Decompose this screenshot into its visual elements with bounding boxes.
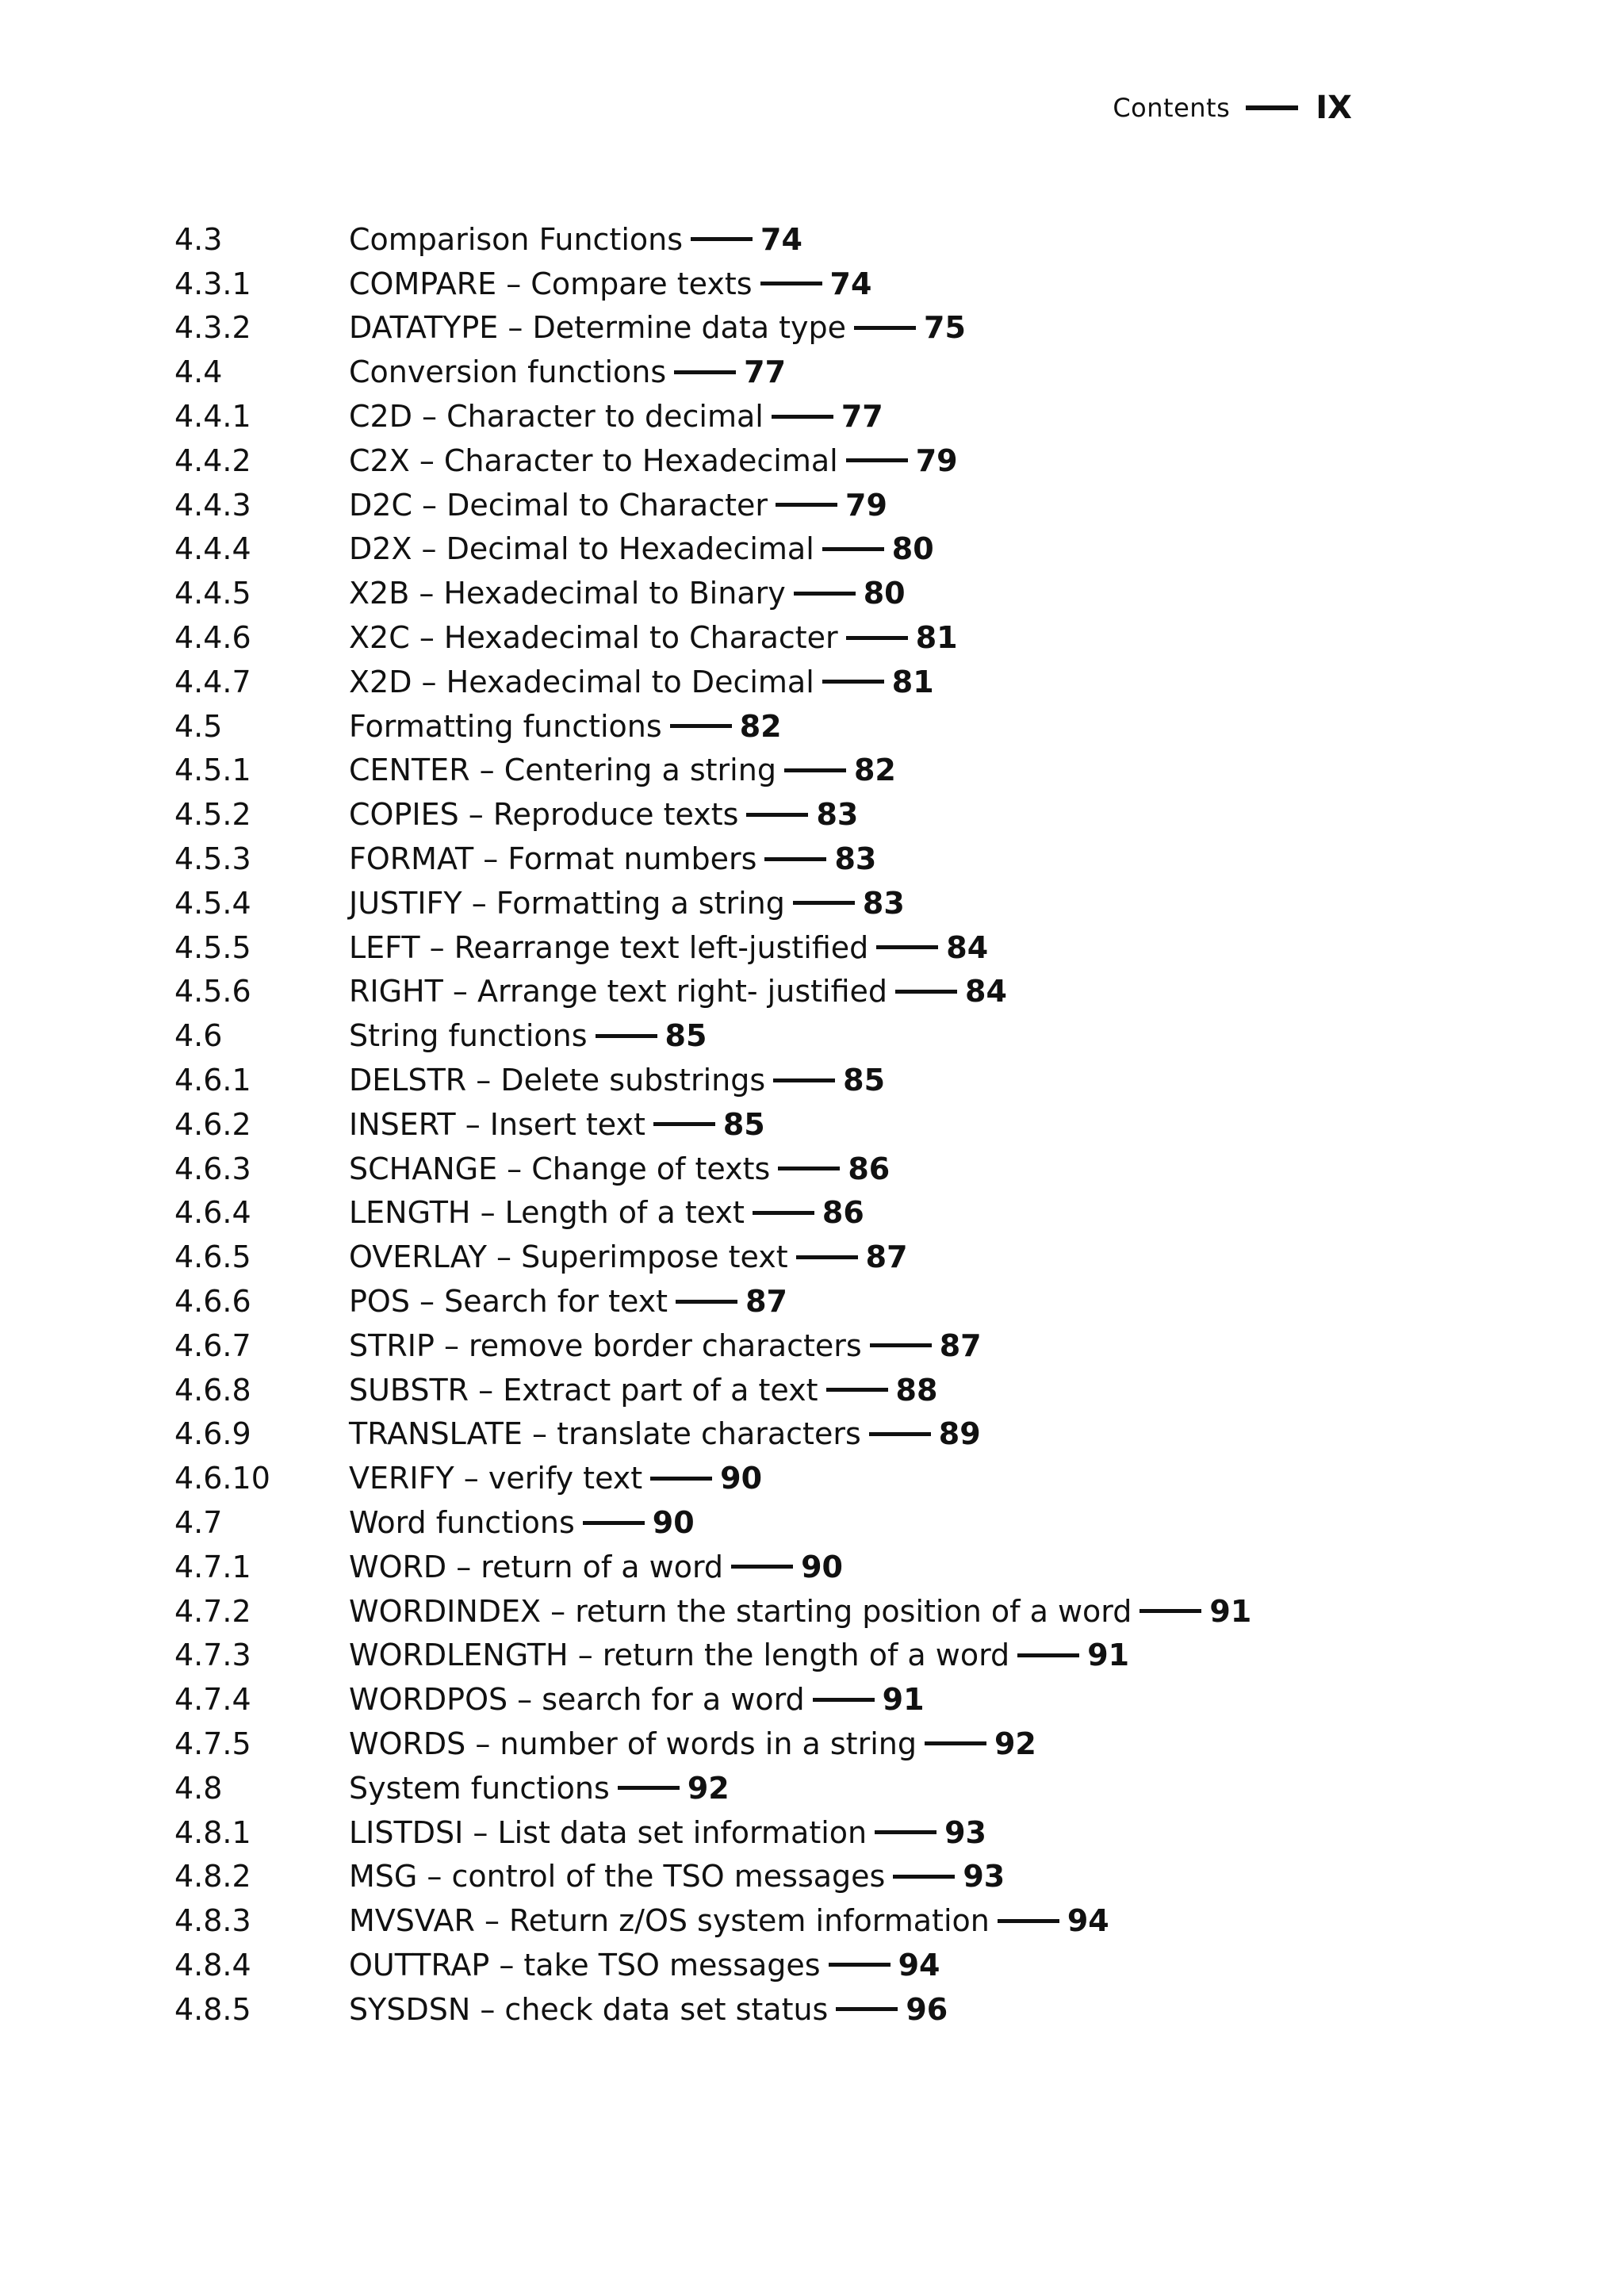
toc-entry-number: 4.8.3 xyxy=(174,1903,251,1939)
page-number: IX xyxy=(1316,90,1352,126)
toc-entry-page: 94 xyxy=(898,1947,940,1983)
toc-entry[interactable] xyxy=(174,837,1529,881)
toc-entry[interactable] xyxy=(174,1766,1529,1810)
toc-leader-rule xyxy=(813,1698,875,1702)
toc-entry-page: 91 xyxy=(1209,1593,1252,1629)
toc-entry-number: 4.4.2 xyxy=(174,442,251,478)
toc-entry-page: 93 xyxy=(944,1814,986,1850)
toc-entry-title: Conversion functions xyxy=(349,354,667,390)
toc-entry[interactable] xyxy=(174,1589,1529,1634)
toc-entry-title: STRIP – remove border characters xyxy=(349,1327,862,1363)
toc-entry-number: 4.6.5 xyxy=(174,1239,251,1275)
toc-entry-number: 4.8.1 xyxy=(174,1814,251,1850)
toc-entry-page: 87 xyxy=(939,1327,982,1363)
toc-entry-number: 4.6.2 xyxy=(174,1106,251,1142)
toc-entry-number: 4.7.2 xyxy=(174,1593,251,1629)
toc-entry-title: String functions xyxy=(349,1018,588,1054)
toc-leader-rule xyxy=(653,1122,715,1126)
toc-entry-number: 4.7.1 xyxy=(174,1549,251,1584)
toc-entry-title: COMPARE – Compare texts xyxy=(349,266,753,301)
toc-entry-page: 85 xyxy=(665,1018,707,1054)
toc-entry[interactable] xyxy=(174,1456,1529,1500)
toc-entry-title: C2X – Character to Hexadecimal xyxy=(349,442,838,478)
toc-entry-title: D2C – Decimal to Character xyxy=(349,487,768,523)
toc-entry-number: 4.5.5 xyxy=(174,929,251,965)
toc-entry-number: 4.7.4 xyxy=(174,1682,251,1718)
toc-entry-page: 83 xyxy=(834,841,877,877)
toc-entry[interactable] xyxy=(174,1722,1529,1766)
toc-leader-rule xyxy=(650,1477,712,1481)
toc-entry[interactable] xyxy=(174,1943,1529,1987)
toc-leader-rule xyxy=(893,1875,955,1879)
toc-entry-page: 82 xyxy=(739,708,782,744)
toc-entry-title: DATATYPE – Determine data type xyxy=(349,310,846,346)
toc-entry-number: 4.7.5 xyxy=(174,1726,251,1761)
toc-entry[interactable] xyxy=(174,1677,1529,1722)
toc-entry-number: 4.4.6 xyxy=(174,620,251,656)
toc-leader-rule xyxy=(829,1963,891,1967)
toc-entry-title: VERIFY – verify text xyxy=(349,1461,643,1496)
toc-entry-number: 4.5.4 xyxy=(174,885,251,921)
toc-entry-title: LISTDSI – List data set information xyxy=(349,1814,868,1850)
toc-leader-rule xyxy=(753,1211,814,1215)
toc-entry-title: X2B – Hexadecimal to Binary xyxy=(349,576,786,611)
toc-leader-rule xyxy=(822,680,884,684)
toc-entry-title: WORDS – number of words in a string xyxy=(349,1726,917,1761)
toc-entry[interactable] xyxy=(174,1324,1529,1368)
toc-entry-number: 4.4.7 xyxy=(174,664,251,699)
toc-entry[interactable] xyxy=(174,1235,1529,1279)
toc-leader-rule xyxy=(846,458,908,462)
toc-entry-page: 80 xyxy=(891,531,934,567)
toc-entry-page: 94 xyxy=(1067,1903,1109,1939)
toc-leader-rule xyxy=(869,1432,931,1436)
running-head-rule xyxy=(1246,105,1298,110)
toc-entry[interactable] xyxy=(174,1545,1529,1589)
toc-entry-title: WORDLENGTH – return the length of a word xyxy=(349,1638,1010,1673)
toc-leader-rule xyxy=(764,857,826,861)
toc-entry-title: INSERT – Insert text xyxy=(349,1106,645,1142)
toc-leader-rule xyxy=(778,1167,840,1170)
toc-entry-title: OVERLAY – Superimpose text xyxy=(349,1239,788,1275)
toc-entry[interactable] xyxy=(174,1810,1529,1855)
toc-leader-rule xyxy=(670,724,732,728)
toc-entry-title: MVSVAR – Return z/OS system information xyxy=(349,1903,990,1939)
toc-entry-page: 74 xyxy=(760,221,802,257)
toc-leader-rule xyxy=(784,768,846,772)
toc-leader-rule xyxy=(746,813,808,817)
toc-entry-page: 82 xyxy=(853,753,896,788)
toc-entry-page: 83 xyxy=(862,885,905,921)
toc-entry-number: 4.6.9 xyxy=(174,1416,251,1452)
toc-entry-number: 4.5.2 xyxy=(174,797,251,833)
toc-entry-page: 90 xyxy=(652,1505,695,1540)
toc-leader-rule xyxy=(760,282,822,285)
toc-entry-page: 77 xyxy=(841,399,883,435)
toc-entry-title: X2D – Hexadecimal to Decimal xyxy=(349,664,814,699)
toc-entry-page: 85 xyxy=(722,1106,765,1142)
toc-entry[interactable] xyxy=(174,1634,1529,1678)
toc-leader-rule xyxy=(1139,1609,1201,1613)
toc-leader-rule xyxy=(826,1388,888,1392)
toc-leader-rule xyxy=(870,1343,932,1347)
toc-entry[interactable] xyxy=(174,1898,1529,1943)
toc-entry-page: 90 xyxy=(720,1461,763,1496)
toc-entry-page: 91 xyxy=(882,1682,925,1718)
toc-entry[interactable] xyxy=(174,1854,1529,1898)
toc-leader-rule xyxy=(618,1786,680,1790)
toc-entry-number: 4.6.3 xyxy=(174,1151,251,1186)
running-head xyxy=(1113,89,1352,127)
toc-leader-rule xyxy=(583,1521,645,1525)
toc-entry[interactable] xyxy=(174,1987,1529,2032)
toc-entry[interactable] xyxy=(174,1058,1529,1102)
toc-entry-number: 4.5 xyxy=(174,708,223,744)
toc-entry-page: 75 xyxy=(924,310,966,346)
toc-entry-page: 86 xyxy=(822,1195,864,1231)
toc-entry[interactable] xyxy=(174,1013,1529,1058)
toc-entry-title: DELSTR – Delete substrings xyxy=(349,1063,766,1098)
toc-entry-number: 4.8.2 xyxy=(174,1859,251,1894)
toc-entry[interactable] xyxy=(174,1412,1529,1457)
toc-entry-number: 4.4.5 xyxy=(174,576,251,611)
toc-leader-rule xyxy=(846,636,908,640)
toc-entry[interactable] xyxy=(174,881,1529,925)
toc-entry-page: 77 xyxy=(744,354,787,390)
toc-entry-page: 91 xyxy=(1087,1638,1130,1673)
toc-entry[interactable] xyxy=(174,1147,1529,1191)
toc-entry[interactable] xyxy=(174,1279,1529,1324)
toc-entry-page: 83 xyxy=(816,797,859,833)
table-of-contents xyxy=(174,217,1529,2032)
toc-leader-rule xyxy=(596,1034,657,1038)
toc-entry[interactable] xyxy=(174,1500,1529,1545)
toc-entry-page: 86 xyxy=(848,1151,891,1186)
toc-leader-rule xyxy=(772,415,833,419)
toc-entry[interactable] xyxy=(174,970,1529,1014)
toc-entry-page: 93 xyxy=(963,1859,1005,1894)
toc-entry[interactable] xyxy=(174,262,1529,306)
toc-leader-rule xyxy=(998,1919,1059,1923)
toc-leader-rule xyxy=(854,326,916,330)
toc-entry-page: 79 xyxy=(845,487,887,523)
toc-entry-page: 84 xyxy=(965,974,1007,1009)
toc-entry-page: 88 xyxy=(895,1372,938,1408)
toc-entry-number: 4.5.6 xyxy=(174,974,251,1009)
toc-entry-number: 4.6.7 xyxy=(174,1327,251,1363)
toc-leader-rule xyxy=(925,1741,986,1745)
toc-entry-page: 92 xyxy=(687,1770,730,1806)
toc-entry-page: 80 xyxy=(863,576,906,611)
toc-entry-title: JUSTIFY – Formatting a string xyxy=(349,885,785,921)
toc-leader-rule xyxy=(895,990,957,994)
toc-entry-title: FORMAT – Format numbers xyxy=(349,841,757,877)
toc-entry-title: WORDPOS – search for a word xyxy=(349,1682,805,1718)
toc-entry-title: SUBSTR – Extract part of a text xyxy=(349,1372,818,1408)
toc-entry-title: SCHANGE – Change of texts xyxy=(349,1151,771,1186)
toc-entry-title: MSG – control of the TSO messages xyxy=(349,1859,886,1894)
toc-entry-number: 4.7.3 xyxy=(174,1638,251,1673)
toc-leader-rule xyxy=(876,945,938,949)
toc-entry-page: 87 xyxy=(865,1239,908,1275)
toc-entry-number: 4.6.4 xyxy=(174,1195,251,1231)
toc-entry-title: D2X – Decimal to Hexadecimal xyxy=(349,531,814,567)
toc-entry-number: 4.4.3 xyxy=(174,487,251,523)
toc-entry-number: 4.5.3 xyxy=(174,841,251,877)
toc-entry-title: SYSDSN – check data set status xyxy=(349,1991,829,2027)
toc-entry-title: COPIES – Reproduce texts xyxy=(349,797,739,833)
toc-entry[interactable] xyxy=(174,350,1529,394)
toc-entry[interactable] xyxy=(174,439,1529,483)
toc-entry-number: 4.5.1 xyxy=(174,753,251,788)
toc-entry-page: 96 xyxy=(906,1991,948,2027)
toc-leader-rule xyxy=(794,592,856,596)
toc-entry-number: 4.8 xyxy=(174,1770,223,1806)
toc-leader-rule xyxy=(776,503,837,507)
toc-entry-title: Comparison Functions xyxy=(349,221,684,257)
toc-entry-title: LENGTH – Length of a text xyxy=(349,1195,745,1231)
toc-entry[interactable] xyxy=(174,306,1529,351)
toc-entry-page: 90 xyxy=(801,1549,843,1584)
toc-entry-page: 81 xyxy=(915,620,958,656)
toc-entry-number: 4.3.2 xyxy=(174,310,251,346)
toc-leader-rule xyxy=(793,901,855,905)
toc-entry-number: 4.6.6 xyxy=(174,1284,251,1320)
toc-entry-page: 85 xyxy=(843,1063,886,1098)
toc-leader-rule xyxy=(875,1830,936,1834)
toc-leader-rule xyxy=(822,547,884,551)
toc-entry-number: 4.6.1 xyxy=(174,1063,251,1098)
toc-entry-title: Word functions xyxy=(349,1505,575,1540)
toc-entry-number: 4.7 xyxy=(174,1505,223,1540)
toc-entry-title: X2C – Hexadecimal to Character xyxy=(349,620,838,656)
toc-entry[interactable] xyxy=(174,1102,1529,1147)
toc-entry[interactable] xyxy=(174,660,1529,704)
toc-leader-rule xyxy=(796,1255,858,1259)
toc-entry-number: 4.6.8 xyxy=(174,1372,251,1408)
toc-leader-rule xyxy=(773,1078,835,1082)
toc-entry-page: 92 xyxy=(994,1726,1036,1761)
toc-entry-number: 4.8.4 xyxy=(174,1947,251,1983)
toc-entry-number: 4.3.1 xyxy=(174,266,251,301)
toc-entry[interactable] xyxy=(174,749,1529,793)
toc-entry-number: 4.3 xyxy=(174,221,223,257)
toc-entry-title: POS – Search for text xyxy=(349,1284,668,1320)
toc-entry[interactable] xyxy=(174,704,1529,749)
toc-entry[interactable] xyxy=(174,792,1529,837)
toc-entry-number: 4.6.10 xyxy=(174,1461,270,1496)
toc-entry-title: OUTTRAP – take TSO messages xyxy=(349,1947,821,1983)
toc-entry[interactable] xyxy=(174,925,1529,970)
toc-entry-page: 79 xyxy=(915,442,958,478)
toc-entry-page: 87 xyxy=(745,1284,787,1320)
toc-entry[interactable] xyxy=(174,217,1529,262)
toc-entry-number: 4.4.4 xyxy=(174,531,251,567)
toc-leader-rule xyxy=(1017,1653,1079,1657)
toc-entry-title: LEFT – Rearrange text left-justified xyxy=(349,929,869,965)
toc-entry-page: 84 xyxy=(946,929,989,965)
toc-entry-title: C2D – Character to decimal xyxy=(349,399,764,435)
toc-leader-rule xyxy=(691,237,753,241)
toc-entry-title: WORDINDEX – return the starting position of a word xyxy=(349,1593,1132,1629)
toc-leader-rule xyxy=(676,1300,737,1304)
toc-entry[interactable] xyxy=(174,394,1529,439)
toc-entry-title: TRANSLATE – translate characters xyxy=(349,1416,861,1452)
toc-entry-page: 81 xyxy=(891,664,934,699)
toc-entry-number: 4.6 xyxy=(174,1018,223,1054)
toc-entry-title: RIGHT – Arrange text right- justified xyxy=(349,974,888,1009)
toc-entry-number: 4.4 xyxy=(174,354,223,390)
toc-entry[interactable] xyxy=(174,483,1529,527)
toc-entry[interactable] xyxy=(174,571,1529,615)
toc-entry[interactable] xyxy=(174,1368,1529,1412)
toc-leader-rule xyxy=(731,1565,793,1569)
toc-entry-number: 4.4.1 xyxy=(174,399,251,435)
toc-entry[interactable] xyxy=(174,527,1529,572)
toc-entry-title: WORD – return of a word xyxy=(349,1549,724,1584)
toc-entry[interactable] xyxy=(174,1191,1529,1236)
toc-leader-rule xyxy=(836,2007,898,2011)
toc-entry[interactable] xyxy=(174,615,1529,660)
toc-entry-page: 74 xyxy=(829,266,872,301)
toc-entry-title: CENTER – Centering a string xyxy=(349,753,776,788)
toc-entry-number: 4.8.5 xyxy=(174,1991,251,2027)
toc-entry-title: System functions xyxy=(349,1770,610,1806)
toc-leader-rule xyxy=(674,370,736,374)
running-head-label: Contents xyxy=(1113,93,1231,123)
toc-entry-title: Formatting functions xyxy=(349,708,662,744)
toc-entry-page: 89 xyxy=(938,1416,981,1452)
